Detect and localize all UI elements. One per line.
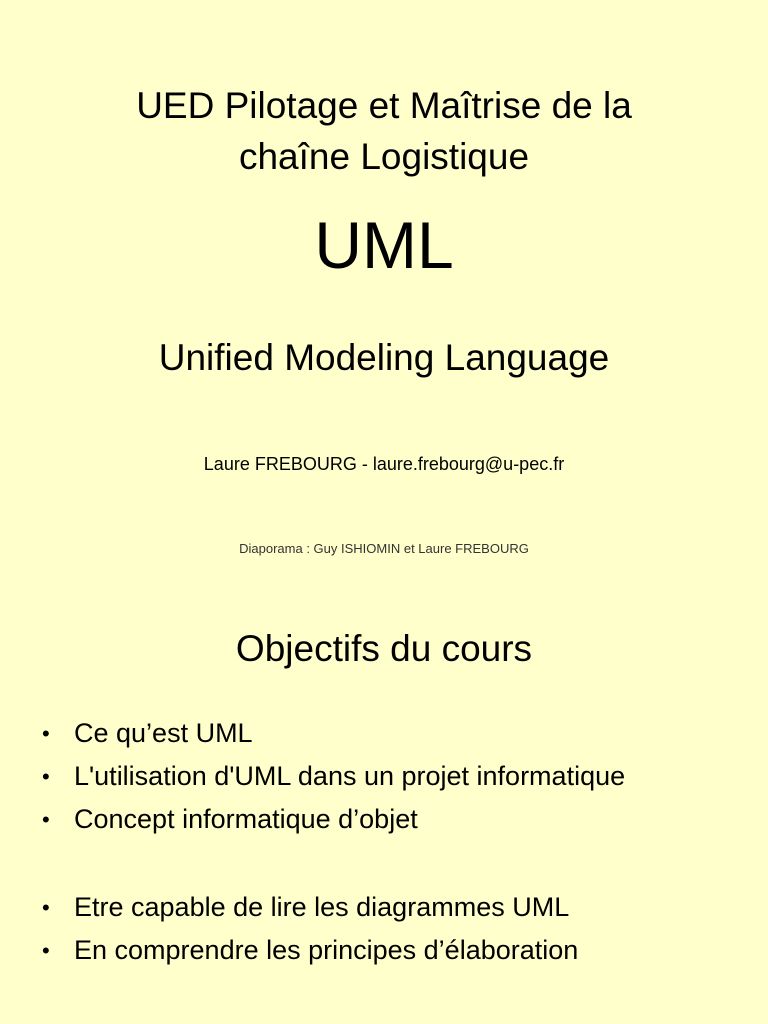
bullet-icon: • — [42, 721, 50, 746]
objectives-list-2 — [42, 886, 578, 972]
acronym-heading: UML — [314, 208, 454, 282]
credits-line: Diaporama : Guy ISHIOMIN et Laure FREBOURG — [239, 541, 529, 556]
list-item — [42, 886, 578, 929]
objectives-slide — [0, 600, 768, 1024]
bullet-icon: • — [42, 938, 50, 963]
subtitle: Unified Modeling Language — [158, 337, 610, 378]
list-item-text: En comprendre les principes d’élaboration — [74, 935, 579, 965]
list-item — [42, 798, 625, 841]
bullet-icon: • — [42, 764, 50, 789]
bullet-icon: • — [42, 807, 50, 832]
list-item — [42, 712, 625, 755]
list-item-text: Concept informatique d’objet — [74, 804, 418, 834]
list-item-text: Etre capable de lire les diagrammes UML — [74, 892, 570, 922]
objectives-list-1 — [42, 712, 625, 841]
objectives-title: Objectifs du cours — [235, 628, 533, 669]
course-title — [0, 80, 768, 182]
list-item-text: Ce qu’est UML — [74, 718, 253, 748]
bullet-icon: • — [42, 895, 50, 920]
author-line: Laure FREBOURG - laure.frebourg@u-pec.fr — [203, 454, 565, 474]
list-item-text: L'utilisation d'UML dans un projet informatique — [74, 761, 626, 791]
course-title-line-2: chaîne Logistique — [238, 136, 530, 177]
list-item — [42, 929, 578, 972]
course-title-line-1: UED Pilotage et Maîtrise de la — [136, 85, 632, 126]
list-item — [42, 755, 625, 798]
